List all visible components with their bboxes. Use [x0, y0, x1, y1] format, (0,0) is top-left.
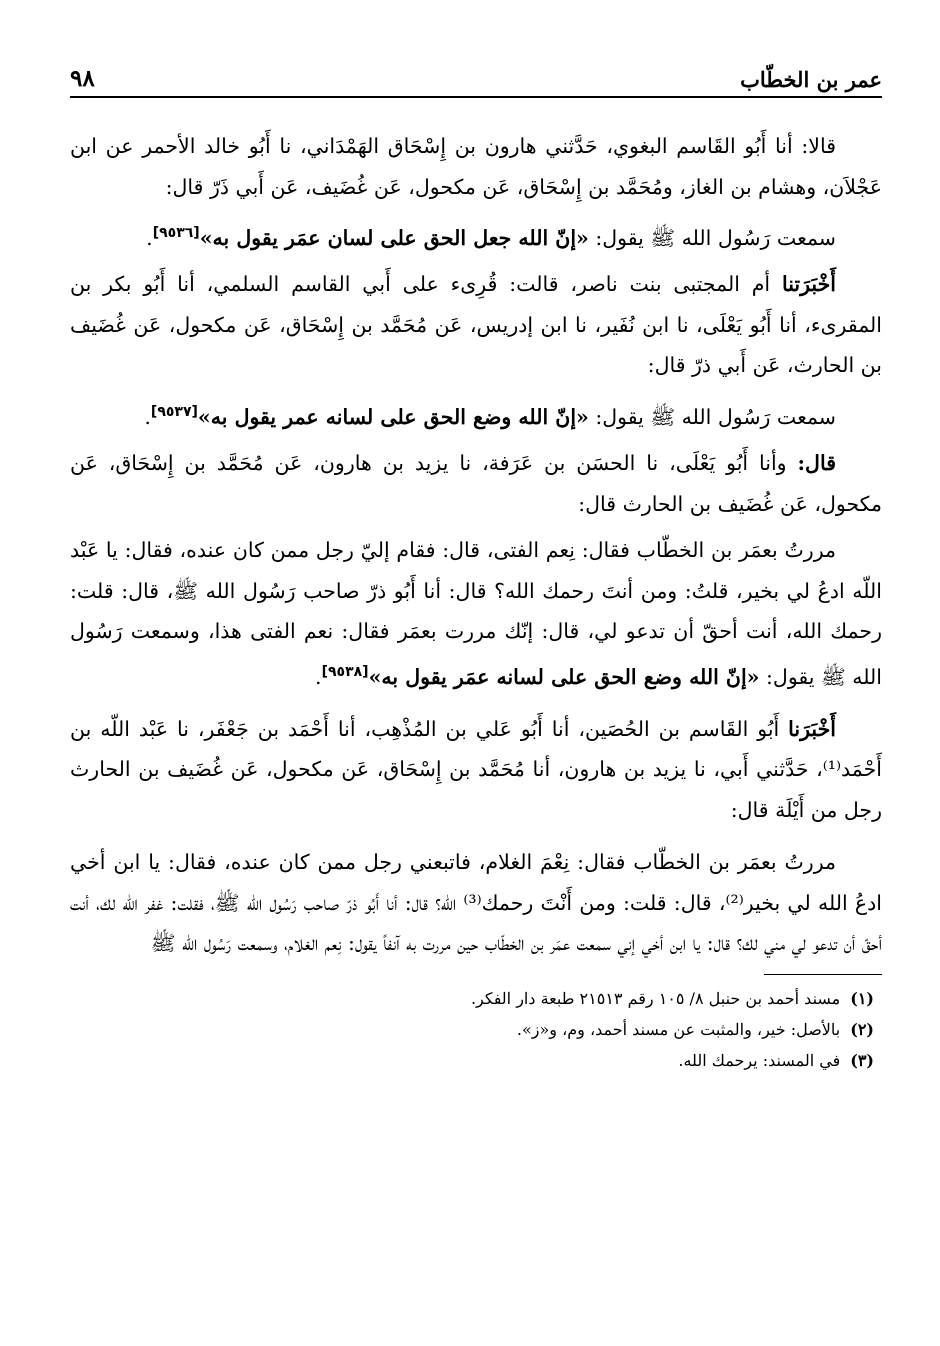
paragraph-lead: أَخْبَرَتنا	[781, 272, 836, 297]
footnote	[70, 983, 882, 1014]
hadith-quote: «إنّ الله جعل الحق على لسان عمَر يقول به»	[199, 225, 589, 250]
paragraph: قالا: أنا أَبُو القَاسم البغوي، حَدَّثني هارون بن إِسْحَاق الهَمْدَاني، نا أَبُو خالد الأحمر عن ابن عَجْلاَن، وهشام بن الغاز، ومُحَمَّد بن إِسْحَاق، عَن مكحول، عَن غُضَيف، عَن أَبي ذَرّ قال:	[70, 134, 882, 199]
hadith-paragraph: سمعت رَسُول الله ﷺ يقول: «إنّ الله جعل الحق على لسان عمَر يقول به»[٩٥٣٦].	[146, 225, 836, 250]
page-header	[70, 60, 882, 98]
footnote-number: (١)	[850, 988, 874, 1008]
paragraph-lead: أَخْبَرَنا	[788, 716, 836, 741]
footnote	[70, 1014, 882, 1045]
hadith-quote: «إنّ الله وضع الحق على لسانه عمَر يقول به»	[368, 664, 760, 689]
paragraph: قال: وأنا أَبُو يَعْلَى، نا الحسَن بن عَرَفة، نا يزيد بن هارون، عَن مُحَمَّد بن إِسْحَاق، عَن مكحول، عَن غُضَيف بن الحارث قال:	[70, 451, 882, 516]
hadith-number: [٩٥٣٧]	[150, 403, 198, 420]
paragraph: أَخْبَرَتنا أم المجتبى بنت ناصر، قالت: قُرِىء على أَبي القاسم السلمي، أنا أَبُو بكر بن المقرىء، أنا أَبُو يَعْلَى، نا ابن نُفَير، نا ابن إدريس، عَن مُحَمَّد بن إِسْحَاق، عَن مكحول، عَن غُضَيف بن الحارث، عَن أَبي ذرّ قال:	[70, 272, 882, 378]
footnote	[70, 1045, 882, 1076]
footnote-divider	[764, 974, 882, 975]
footnote-text: بالأصل: خير، والمثبت عن مسند أحمد، وم، و«ز».	[516, 1019, 841, 1039]
footnote-number: (٢)	[850, 1019, 874, 1039]
running-title: عمر بن الخطّاب	[740, 67, 882, 92]
paragraph: مررتُ بعمَر بن الخطّاب فقال: نِعْمَ الغلام، فاتبعني رجل ممن كان عنده، فقال: يا ابن أخي ادعُ الله لي بخير⁽²⁾، قال: قلت: ومن أَنْتَ رحمك⁽³⁾ الله؟ قال: أنا أَبُو ذرّ صاحب رَسُول الله ﷺ، فقلت: غفر الله لك، أنت أحقّ أن تدعو لي مني لك؟ قال: يا ابن أخي إني سمعت عمَر بن الخطّاب حين مررت به آنفاً يقول: نِعم الغلام، وسمعت رَسُول الله ﷺ	[70, 850, 882, 956]
footnote-text: في المسند: يرحمك الله.	[678, 1050, 841, 1070]
main-text	[70, 126, 882, 964]
page-number: ٩٨	[70, 65, 95, 92]
book-page	[70, 60, 882, 1076]
hadith-quote: «إنّ الله وضع الحق على لسانه عمر يقول به»	[197, 404, 589, 429]
footnotes	[70, 983, 882, 1076]
hadith-paragraph: مررتُ بعمَر بن الخطّاب فقال: نِعم الفتى، قال: فقام إليّ رجل ممن كان عنده، فقال: يا عَبْد اللّه ادعُ لي بخير، قلتُ: ومن أنتَ رحمك الله؟ قال: أنا أَبُو ذرّ صاحب رَسُول الله ﷺ، قال: قلت: رحمك الله، أنت أحقّ أن تدعو لي، قال: إنّك مررت بعمَر فقال: نعم الفتى هذا، وسمعت رَسُول الله ﷺ يقول: «إنّ الله وضع الحق على لسانه عمَر يقول به»[٩٥٣٨].	[70, 538, 882, 689]
footnote-number: (٣)	[850, 1050, 874, 1070]
hadith-paragraph: سمعت رَسُول الله ﷺ يقول: «إنّ الله وضع الحق على لسانه عمر يقول به»[٩٥٣٧].	[144, 403, 836, 429]
hadith-number: [٩٥٣٨]	[321, 663, 369, 680]
footnote-text: مسند أحمد بن حنبل ٨/ ١٠٥ رقم ٢١٥١٣ طبعة دار الفكر.	[470, 988, 841, 1008]
paragraph: أَخْبَرَنا أَبُو القَاسم بن الحُصَين، أنا أَبُو عَلي بن المُذْهِب، أنا أَحْمَد بن جَعْفَر، نا عَبْد اللّه بن أَحْمَد⁽¹⁾، حَدَّثني أَبي، نا يزيد بن هارون، أنا مُحَمَّد بن إِسْحَاق، عَن مكحول، عَن غُضَيف بن الحارث رجل من أَيْلَة قال:	[70, 716, 882, 822]
hadith-number: [٩٥٣٦]	[152, 225, 200, 241]
paragraph-lead: قال:	[797, 451, 836, 476]
